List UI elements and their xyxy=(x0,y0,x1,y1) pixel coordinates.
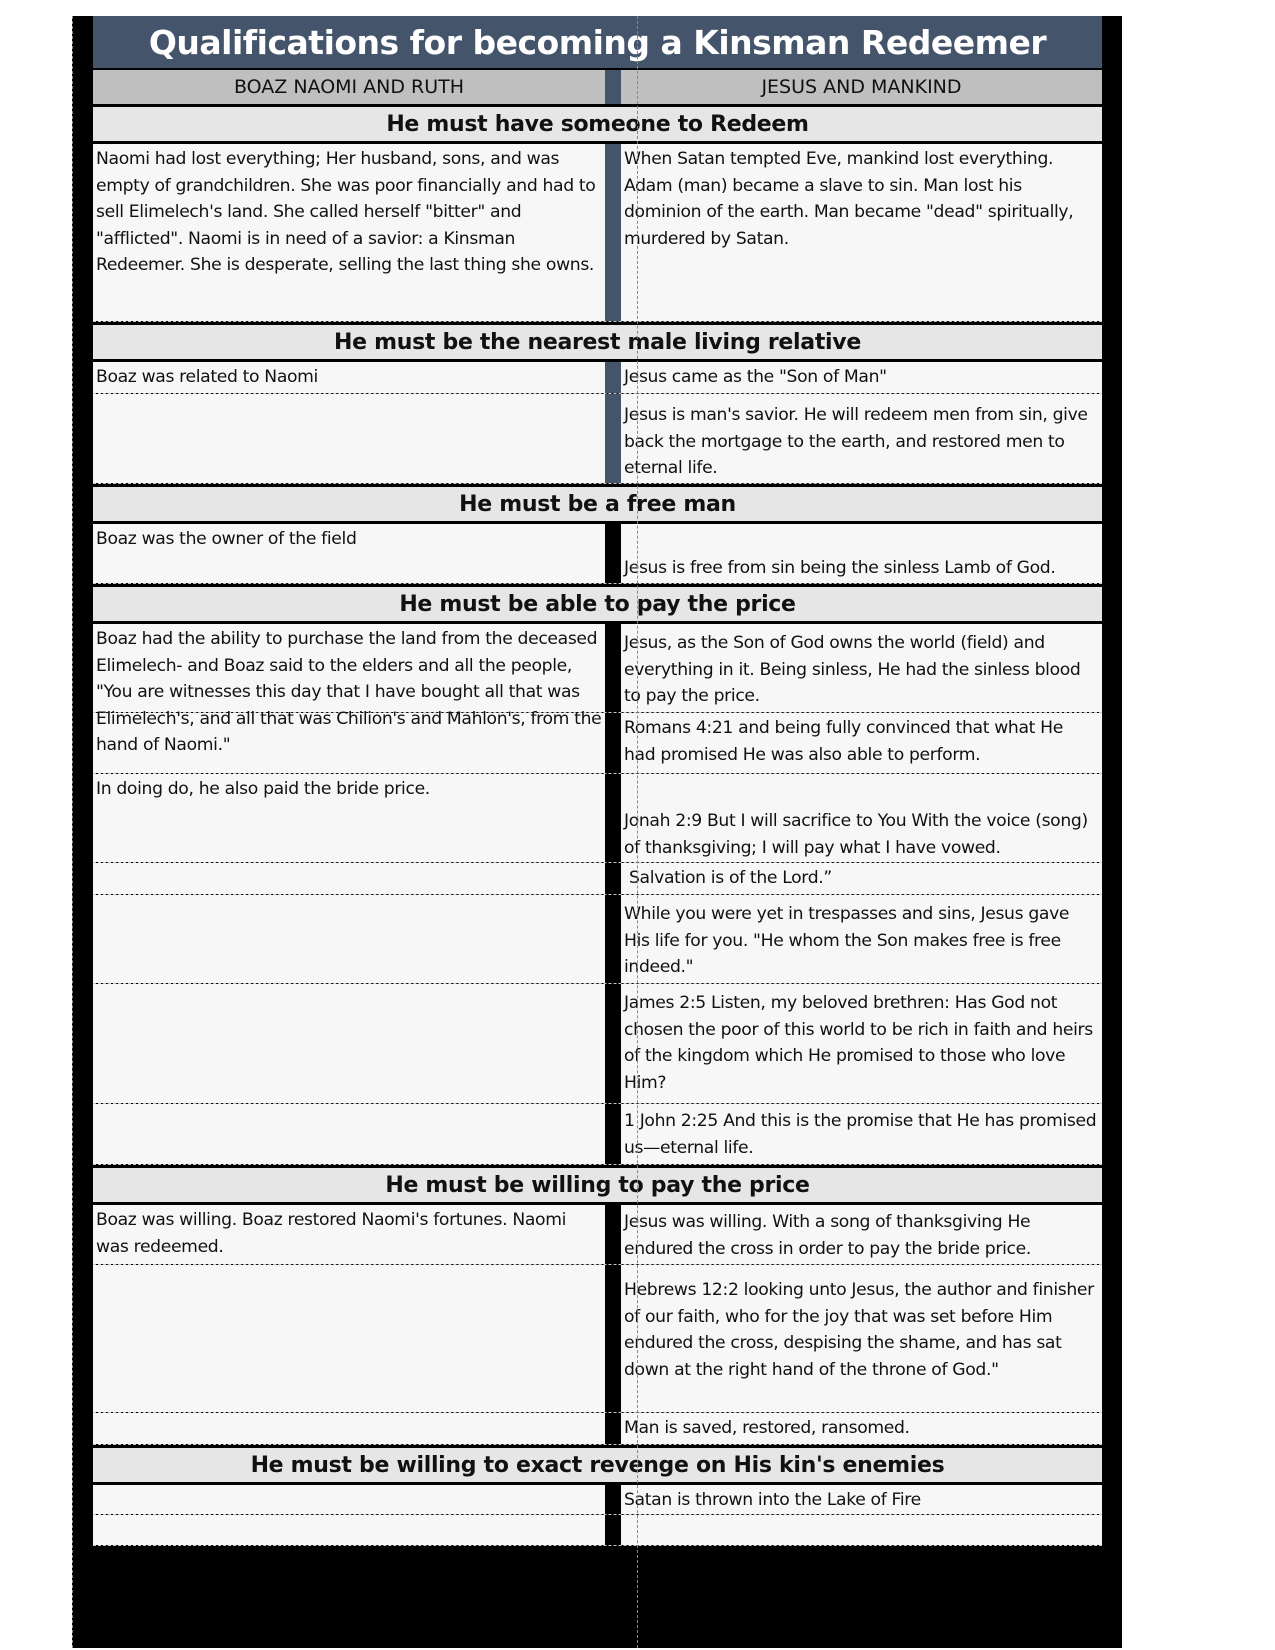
boaz-cell xyxy=(93,1515,605,1545)
section-heading: He must be willing to pay the price xyxy=(93,1165,1102,1205)
jesus-cell: Satan is thrown into the Lake of Fire xyxy=(621,1485,1102,1514)
table-row xyxy=(93,524,1102,584)
section-willing-to-pay xyxy=(93,1165,1102,1445)
column-header-boaz: BOAZ NAOMI AND RUTH xyxy=(93,70,605,104)
boaz-cell xyxy=(93,1104,605,1164)
jesus-cell: James 2:5 Listen, my beloved brethren: Has God not chosen the poor of this world to be rich in faith and heirs of the kingdom which He promised to those who love Him? xyxy=(621,984,1102,1103)
document-title: Qualifications for becoming a Kinsman Redeemer xyxy=(93,16,1102,68)
boaz-cell xyxy=(93,984,605,1103)
boaz-cell: Boaz had the ability to purchase the land from the deceased Elimelech- and Boaz said to the elders and all the people, "You are witnesses this day that I have bought all that was Elimelech's, and all that was Chilion's and Mahlon's, from the hand of Naomi." xyxy=(93,624,605,712)
kinsman-redeemer-table xyxy=(93,16,1102,1564)
table-row xyxy=(93,362,1102,394)
column-divider xyxy=(605,895,621,983)
table-row xyxy=(93,1205,1102,1265)
jesus-cell: Salvation is of the Lord.” xyxy=(621,863,1102,894)
column-divider xyxy=(605,70,621,104)
section-heading: He must be able to pay the price xyxy=(93,584,1102,624)
table-row xyxy=(93,1413,1102,1445)
section-able-to-pay xyxy=(93,584,1102,1165)
table-row xyxy=(93,394,1102,484)
section-heading: He must have someone to Redeem xyxy=(93,104,1102,144)
table-row xyxy=(93,863,1102,895)
section-exact-revenge xyxy=(93,1445,1102,1546)
table-row xyxy=(93,895,1102,984)
boaz-cell: Boaz was the owner of the field xyxy=(93,524,605,583)
column-headers xyxy=(93,68,1102,104)
column-divider xyxy=(605,1265,621,1412)
boaz-cell xyxy=(93,863,605,894)
boaz-cell xyxy=(93,394,605,483)
section-heading: He must be willing to exact revenge on His kin's enemies xyxy=(93,1445,1102,1485)
jesus-cell: 1 John 2:25 And this is the promise that He has promised us—eternal life. xyxy=(621,1104,1102,1164)
column-divider xyxy=(605,624,621,712)
boaz-cell xyxy=(93,895,605,983)
boaz-cell: Boaz was willing. Boaz restored Naomi's fortunes. Naomi was redeemed. xyxy=(93,1205,605,1264)
boaz-cell xyxy=(93,1485,605,1514)
column-divider xyxy=(605,1485,621,1514)
section-someone-to-redeem xyxy=(93,104,1102,322)
jesus-cell: When Satan tempted Eve, mankind lost everything. Adam (man) became a slave to sin. Man lost his dominion of the earth. Man became "dead" spiritually, murdered by Satan. xyxy=(621,144,1102,321)
column-divider xyxy=(605,1515,621,1545)
jesus-cell xyxy=(621,1515,1102,1545)
jesus-cell: Jesus was willing. With a song of thanksgiving He endured the cross in order to pay the bride price. xyxy=(621,1205,1102,1264)
jesus-cell: Romans 4:21 and being fully convinced that what He had promised He was also able to perform. xyxy=(621,713,1102,773)
boaz-cell xyxy=(93,1265,605,1412)
table-row xyxy=(93,1485,1102,1515)
jesus-cell: Man is saved, restored, ransomed. xyxy=(621,1413,1102,1444)
table-row xyxy=(93,1515,1102,1546)
column-header-jesus: JESUS AND MANKIND xyxy=(621,70,1102,104)
jesus-cell: Jesus is man's savior. He will redeem men from sin, give back the mortgage to the earth, and restored men to eternal life. xyxy=(621,394,1102,483)
boaz-cell: In doing do, he also paid the bride price. xyxy=(93,774,605,862)
column-divider xyxy=(605,1413,621,1444)
table-row xyxy=(93,1265,1102,1413)
jesus-cell: Jesus, as the Son of God owns the world (field) and everything in it. Being sinless, He had the sinless blood to pay the price. xyxy=(621,624,1102,712)
boaz-cell: Naomi had lost everything; Her husband, sons, and was empty of grandchildren. She was poor financially and had to sell Elimelech's land. She called herself "bitter" and "afflicted". Naomi is in need of a savior: a Kinsman Redeemer. She is desperate, selling the last thing she owns. xyxy=(93,144,605,321)
column-divider xyxy=(605,713,621,773)
table-row xyxy=(93,984,1102,1104)
page-guide-left xyxy=(72,16,73,1648)
column-divider xyxy=(605,1104,621,1164)
jesus-cell: Jesus is free from sin being the sinless Lamb of God. xyxy=(621,524,1102,583)
table-bottom-border xyxy=(93,1546,1102,1564)
page-guide-middle xyxy=(637,16,638,1648)
column-divider xyxy=(605,394,621,483)
table-row xyxy=(93,774,1102,863)
column-divider xyxy=(605,863,621,894)
table-row xyxy=(93,144,1102,322)
column-divider xyxy=(605,774,621,862)
jesus-cell: Jonah 2:9 But I will sacrifice to You With the voice (song) of thanksgiving; I will pay what I have vowed. xyxy=(621,774,1102,862)
section-heading: He must be the nearest male living relative xyxy=(93,322,1102,362)
section-free-man xyxy=(93,484,1102,584)
table-row xyxy=(93,1104,1102,1165)
jesus-cell: Jesus came as the "Son of Man" xyxy=(621,362,1102,393)
jesus-cell: Hebrews 12:2 looking unto Jesus, the author and finisher of our faith, who for the joy that was set before Him endured the cross, despising the shame, and has sat down at the right hand of the throne of God." xyxy=(621,1265,1102,1412)
column-divider xyxy=(605,984,621,1103)
column-divider xyxy=(605,1205,621,1264)
jesus-cell: While you were yet in trespasses and sins, Jesus gave His life for you. "He whom the Son makes free is free indeed." xyxy=(621,895,1102,983)
section-heading: He must be a free man xyxy=(93,484,1102,524)
column-divider xyxy=(605,524,621,583)
column-divider xyxy=(605,144,621,321)
section-nearest-relative xyxy=(93,322,1102,484)
boaz-cell xyxy=(93,1413,605,1444)
boaz-cell: Boaz was related to Naomi xyxy=(93,362,605,393)
column-divider xyxy=(605,362,621,393)
